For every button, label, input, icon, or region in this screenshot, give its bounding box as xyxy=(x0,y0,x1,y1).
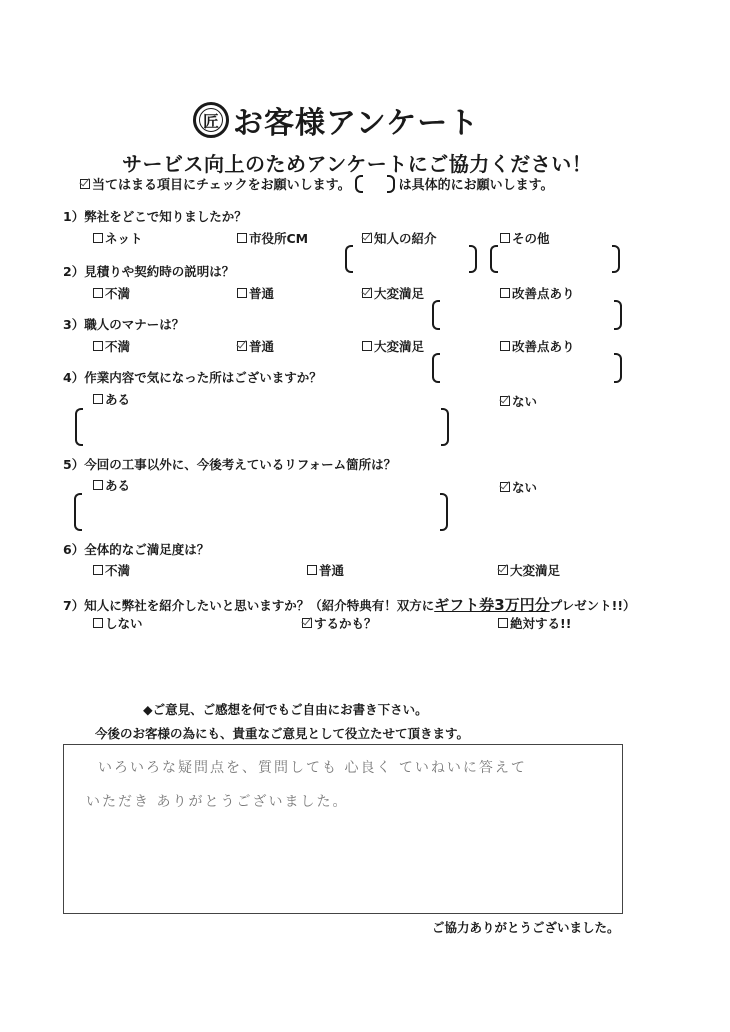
sample-bracket-icon xyxy=(355,175,395,193)
question-1-label: 1）弊社をどこで知りましたか？ xyxy=(63,209,247,224)
question-5-label: 5）今回の工事以外に、今後考えているリフォーム箇所は？ xyxy=(63,457,397,472)
option-label: 市役所CM xyxy=(249,231,309,246)
q5-option-yes[interactable] xyxy=(93,476,130,494)
checkbox[interactable] xyxy=(498,565,508,575)
option-label: 大変満足 xyxy=(374,339,425,354)
q1-other-detail-field[interactable] xyxy=(490,245,620,273)
page-title: お客様アンケート xyxy=(233,106,480,141)
option-label: 不満 xyxy=(105,286,131,301)
option-label: ある xyxy=(105,478,131,493)
question-4-label: 4）作業内容で気になった所はございますか？ xyxy=(63,370,322,385)
q7-option-no[interactable] xyxy=(93,614,143,632)
instruction-text-2: は具体的にお願いします。 xyxy=(398,178,554,193)
option-label: ある xyxy=(105,392,131,407)
thank-you-message: ご協力ありがとうございました。 xyxy=(432,920,620,935)
q5-option-no[interactable] xyxy=(500,478,537,496)
option-label: するかも？ xyxy=(314,616,377,631)
q1-option-city-cm[interactable] xyxy=(237,229,308,247)
option-label: その他 xyxy=(512,231,550,246)
checkbox[interactable] xyxy=(362,233,372,243)
checkbox[interactable] xyxy=(237,233,247,243)
checkbox[interactable] xyxy=(93,480,103,490)
comments-heading: ◆ご意見、ご感想を何でもご自由にお書き下さい。 xyxy=(143,702,428,717)
gift-highlight: ギフト券3万円分 xyxy=(434,596,550,614)
option-label: 知人の紹介 xyxy=(374,231,437,246)
q1-option-net[interactable] xyxy=(93,229,143,247)
comments-subheading: 今後のお客様の為にも、貴重なご意見として役立たせて頂きます。 xyxy=(95,726,470,741)
option-label: 絶対する!! xyxy=(510,616,572,631)
checkbox[interactable] xyxy=(362,288,372,298)
option-label: ない xyxy=(512,394,538,409)
checkbox[interactable] xyxy=(93,565,103,575)
q7-option-definitely[interactable] xyxy=(498,614,571,632)
q2-option-unsatisfied[interactable] xyxy=(93,284,130,302)
option-label: ない xyxy=(512,480,538,495)
checkbox[interactable] xyxy=(93,394,103,404)
checkbox[interactable] xyxy=(498,618,508,628)
q5-detail-field[interactable] xyxy=(74,493,448,531)
q3-option-normal[interactable] xyxy=(237,337,274,355)
checkbox[interactable] xyxy=(93,341,103,351)
checkbox[interactable] xyxy=(93,288,103,298)
q6-option-unsatisfied[interactable] xyxy=(93,561,130,579)
checkbox[interactable] xyxy=(237,288,247,298)
question-3-label: 3）職人のマナーは？ xyxy=(63,317,185,332)
page-subtitle: サービス向上のためアンケートにご協力ください！ xyxy=(122,152,593,176)
question-7-suffix: プレゼント!!） xyxy=(549,598,636,613)
question-7-label xyxy=(63,594,636,615)
option-label: しない xyxy=(105,616,143,631)
survey-header xyxy=(193,98,479,142)
q2-option-normal[interactable] xyxy=(237,284,274,302)
option-label: 不満 xyxy=(105,339,131,354)
question-2-label: 2）見積りや契約時の説明は？ xyxy=(63,264,235,279)
q4-option-no[interactable] xyxy=(500,392,537,410)
option-label: 改善点あり xyxy=(512,339,575,354)
option-label: ネット xyxy=(105,231,143,246)
option-label: 普通 xyxy=(249,339,275,354)
option-label: 普通 xyxy=(249,286,275,301)
q3-option-very-satisfied[interactable] xyxy=(362,337,424,355)
q6-option-normal[interactable] xyxy=(307,561,344,579)
q2-improvement-detail-field[interactable] xyxy=(432,300,622,330)
company-logo-icon: 匠 xyxy=(193,102,229,138)
checkbox[interactable] xyxy=(302,618,312,628)
question-7-text: 7）知人に弊社を紹介したいと思いますか？（紹介特典有！双方に xyxy=(63,598,435,613)
q6-option-very-satisfied[interactable] xyxy=(498,561,560,579)
q4-option-yes[interactable] xyxy=(93,390,130,408)
checkbox[interactable] xyxy=(500,341,510,351)
instruction-text-1: 当てはまる項目にチェックをお願いします。 xyxy=(92,178,351,193)
checkbox[interactable] xyxy=(500,233,510,243)
handwritten-comment-line-1: いろいろな疑問点を、質問しても 心良く ていねいに答えて xyxy=(98,760,527,776)
q3-improvement-detail-field[interactable] xyxy=(432,353,622,383)
q1-referral-detail-field[interactable] xyxy=(345,245,477,273)
sample-checkbox-icon xyxy=(80,179,90,189)
checkbox[interactable] xyxy=(93,618,103,628)
checkbox[interactable] xyxy=(307,565,317,575)
checkbox[interactable] xyxy=(362,341,372,351)
q4-detail-field[interactable] xyxy=(75,408,449,446)
option-label: 普通 xyxy=(319,563,345,578)
handwritten-comment-line-2: いただき ありがとうございました。 xyxy=(86,794,349,810)
option-label: 大変満足 xyxy=(374,286,425,301)
checkbox[interactable] xyxy=(500,482,510,492)
checkbox[interactable] xyxy=(237,341,247,351)
checkbox[interactable] xyxy=(93,233,103,243)
checkbox[interactable] xyxy=(500,288,510,298)
option-label: 不満 xyxy=(105,563,131,578)
question-6-label: 6）全体的なご満足度は？ xyxy=(63,542,210,557)
checkbox[interactable] xyxy=(500,396,510,406)
option-label: 大変満足 xyxy=(510,563,561,578)
q3-option-unsatisfied[interactable] xyxy=(93,337,130,355)
option-label: 改善点あり xyxy=(512,286,575,301)
instructions xyxy=(80,174,554,193)
q7-option-maybe[interactable] xyxy=(302,614,377,632)
q2-option-very-satisfied[interactable] xyxy=(362,284,424,302)
